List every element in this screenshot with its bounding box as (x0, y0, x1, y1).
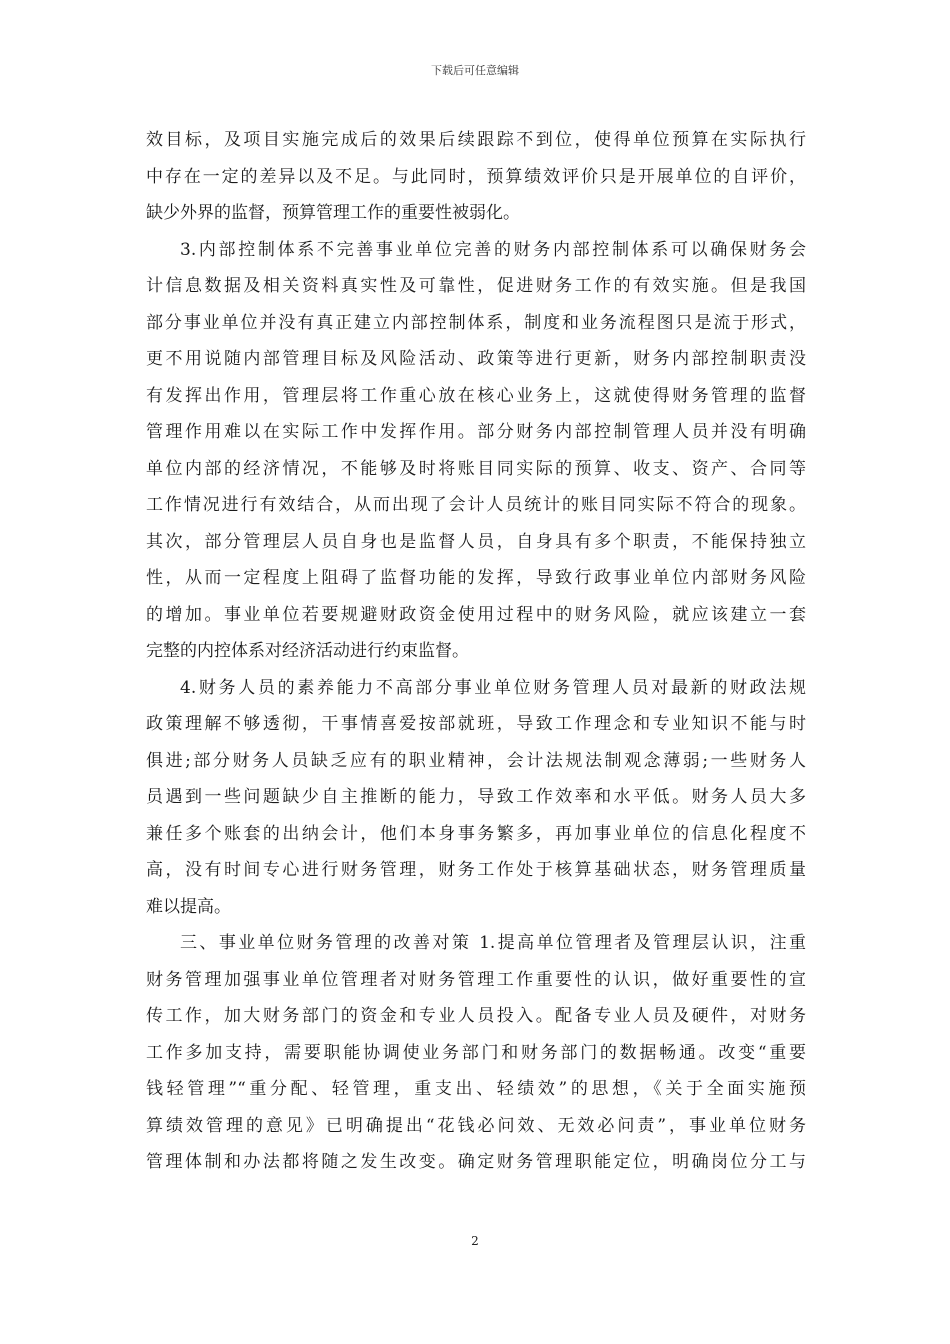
text-line: 管理作用难以在实际工作中发挥作用。部分财务内部控制管理人员并没有明确 (146, 422, 806, 442)
text-line: 难以提高。 (146, 896, 231, 917)
text-line: 工作多加支持，需要职能协调使业务部门和财务部门的数据畅通。改变“重要 (146, 1042, 806, 1063)
text-line: 性，从而一定程度上阻碍了监督功能的发挥，导致行政事业单位内部财务风险 (146, 568, 806, 588)
text-line: 传工作，加大财务部门的资金和专业人员投入。配备专业人员及硬件，对财务 (146, 1006, 806, 1026)
text-line: 钱轻管理”“重分配、轻管理，重支出、轻绩效”的思想，《关于全面实施预 (146, 1079, 806, 1099)
text-line: 高，没有时间专心进行财务管理，财务工作处于核算基础状态，财务管理质量 (146, 860, 806, 880)
text-line: 有发挥出作用，管理层将工作重心放在核心业务上，这就使得财务管理的监督 (146, 385, 806, 406)
text-line: 兼任多个账套的出纳会计，他们本身事务繁多，再加事业单位的信息化程度不 (146, 823, 806, 844)
text-line: 计信息数据及相关资料真实性及可靠性，促进财务工作的有效实施。但是我国 (146, 276, 806, 296)
text-line: 算绩效管理的意见》已明确提出“花钱必问效、无效必问责”，事业单位财务 (146, 1115, 806, 1136)
text-line: 缺少外界的监督，预算管理工作的重要性被弱化。 (146, 203, 520, 223)
text-line: 更不用说随内部管理目标及风险活动、政策等进行更新，财务内部控制职责没 (146, 349, 806, 369)
document-body (146, 122, 806, 1181)
text-line: 3.内部控制体系不完善事业单位完善的财务内部控制体系可以确保财务会 (180, 239, 806, 260)
text-line: 的增加。事业单位若要规避财政资金使用过程中的财务风险，就应该建立一套 (146, 604, 806, 625)
text-line: 管理体制和办法都将随之发生改变。确定财务管理职能定位，明确岗位分工与 (146, 1152, 806, 1172)
text-line: 中存在一定的差异以及不足。与此同时，预算绩效评价只是开展单位的自评价， (146, 166, 806, 187)
text-line: 部分事业单位并没有真正建立内部控制体系，制度和业务流程图只是流于形式， (146, 312, 806, 333)
text-line: 效目标，及项目实施完成后的效果后续跟踪不到位，使得单位预算在实际执行 (146, 130, 806, 150)
text-line: 其次，部分管理层人员自身也是监督人员，自身具有多个职责，不能保持独立 (146, 531, 806, 552)
text-line: 工作情况进行有效结合，从而出现了会计人员统计的账目同实际不符合的现象。 (146, 495, 806, 515)
text-line: 财务管理加强事业单位管理者对财务管理工作重要性的认识，做好重要性的宣 (146, 969, 806, 990)
page-number: 2 (471, 1234, 479, 1248)
text-line: 完整的内控体系对经济活动进行约束监督。 (146, 641, 469, 661)
text-line: 单位内部的经济情况，不能够及时将账目同实际的预算、收支、资产、合同等 (146, 458, 806, 479)
text-line: 员遇到一些问题缺少自主推断的能力，导致工作效率和水平低。财务人员大多 (146, 787, 806, 807)
text-line: 4.财务人员的素养能力不高部分事业单位财务管理人员对最新的财政法规 (180, 677, 806, 698)
text-line: 政策理解不够透彻，干事情喜爱按部就班，导致工作理念和专业知识不能与时 (146, 714, 806, 734)
text-line: 俱进;部分财务人员缺乏应有的职业精神，会计法规法制观念薄弱;一些财务人 (146, 750, 806, 771)
text-line: 三、事业单位财务管理的改善对策 1.提高单位管理者及管理层认识，注重 (180, 933, 806, 953)
page-header: 下载后可任意编辑 (431, 64, 519, 77)
